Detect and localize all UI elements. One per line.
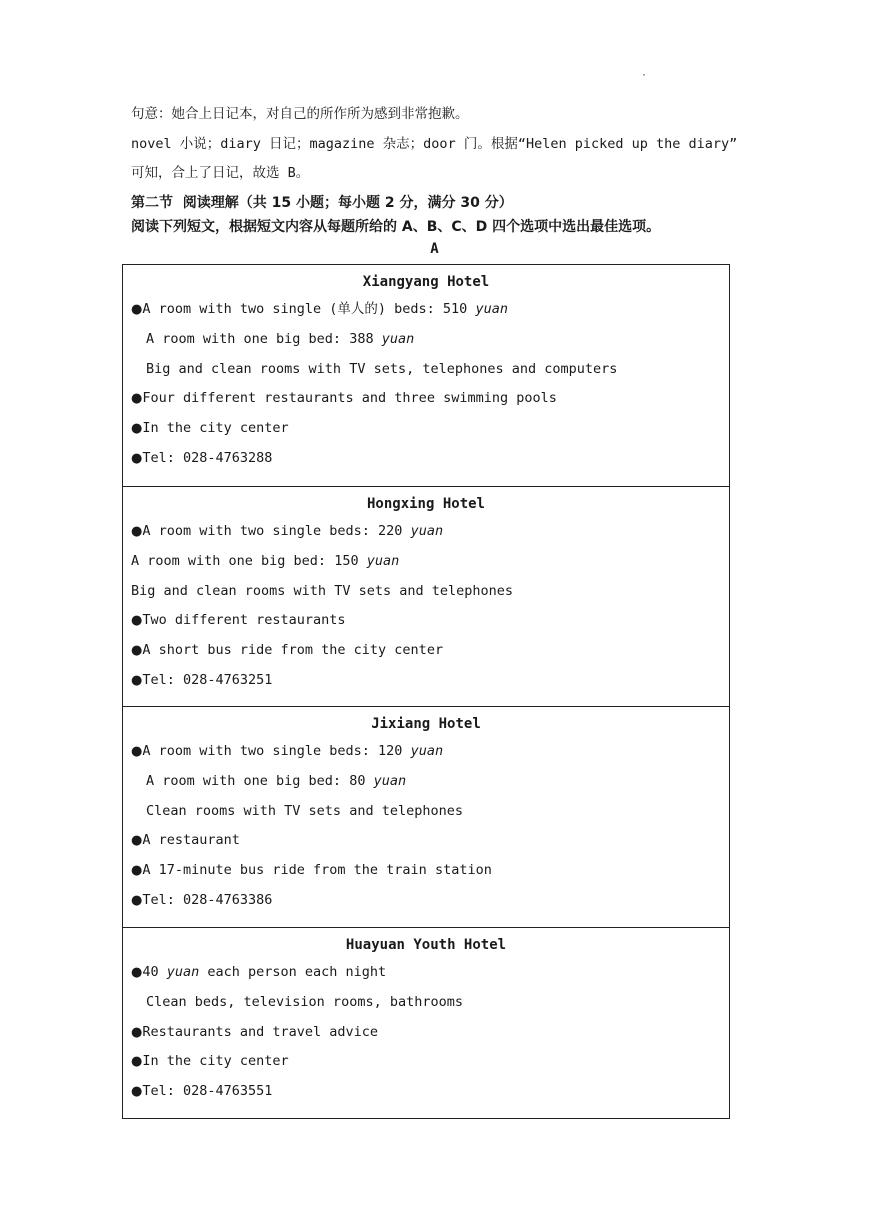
bullet-icon: ● [131,672,143,688]
hotel-detail-line [123,355,729,385]
detail-text: A room with one big bed: 388 [146,330,382,347]
bullet-icon: ● [131,744,143,759]
section-instruction: 阅读下列短文，根据短文内容从每题所给的 A、B、C、D 四个选项中选出最佳选项。 [131,219,661,235]
hotel-detail-line [123,444,729,474]
bullet-icon: ● [131,450,143,466]
passage-label: A [430,241,439,257]
currency-unit: yuan [373,772,407,789]
detail-text: A room with one big bed: 80 [146,772,374,789]
hotel-detail-line [123,517,729,547]
page-marker: · [641,70,648,81]
detail-text: A restaurant [142,832,240,849]
detail-text: Restaurants and travel advice [142,1023,379,1040]
detail-text: A room with two single beds: 220 [142,523,411,539]
hotel-detail-line [123,1077,729,1107]
hotel-detail-line [123,958,729,988]
explanation-line-3: 可知，合上了日记，故选 B。 [131,165,310,181]
detail-text: A short bus ride from the city center [142,642,444,659]
detail-text: Big and clean rooms with TV sets and telephones [131,582,514,599]
section-heading: 第二节 阅读理解（共 15 小题；每小题 2 分，满分 30 分） [131,195,513,211]
hotel-detail-line [123,295,729,325]
detail-text: Clean rooms with TV sets and telephones [146,802,463,819]
bullet-icon: ● [131,421,143,437]
hotel-name: Hongxing Hotel [366,496,485,512]
detail-text: Tel: 028-4763386 [142,891,273,908]
currency-unit: yuan [366,552,400,569]
hotel-detail-line [123,547,729,577]
detail-text: In the city center [142,420,289,437]
detail-text: Big and clean rooms with TV sets, telephones and computers [146,360,618,377]
hotel-detail-line [123,1018,729,1048]
currency-unit: yuan [475,301,508,317]
currency-unit: yuan [166,964,200,980]
bullet-icon: ● [131,892,143,908]
detail-text: 40 [142,964,167,980]
hotel-detail-line [123,767,729,797]
hotel-detail-line [123,826,729,856]
detail-text: In the city center [142,1053,289,1070]
bullet-icon: ● [131,965,143,980]
hotel-cell [123,487,729,707]
hotel-cell [123,707,729,928]
detail-text: A room with one big bed: 150 [131,552,367,569]
hotel-detail-line [123,856,729,886]
explanation-line-1: 句意：她合上日记本，对自己的所作所为感到非常抱歉。 [131,106,469,122]
currency-unit: yuan [381,330,415,347]
detail-text: Clean beds, television rooms, bathrooms [146,993,463,1010]
detail-text: A room with two single beds: 120 [142,743,411,759]
hotel-detail-line [123,636,729,666]
hotel-name: Xiangyang Hotel [362,274,490,290]
hotel-detail-line [123,606,729,636]
hotel-cell [123,928,729,1118]
detail-text: A 17-minute bus ride from the train station [142,862,492,879]
detail-text: A room with two single (单人的) beds: 510 [142,301,476,317]
currency-unit: yuan [410,743,444,759]
hotel-detail-line [123,988,729,1018]
bullet-icon: ● [131,524,143,539]
hotel-detail-line [123,737,729,767]
bullet-icon: ● [131,613,143,629]
hotel-detail-line [123,797,729,827]
hotel-detail-line [123,414,729,444]
bullet-icon: ● [131,302,143,317]
hotel-detail-line [123,666,729,696]
detail-text: Four different restaurants and three swimming pools [142,390,557,407]
detail-text: Tel: 028-4763551 [142,1083,273,1100]
hotel-detail-line [123,886,729,916]
hotel-detail-line [123,1047,729,1077]
bullet-icon: ● [131,1024,143,1040]
hotel-detail-line [123,577,729,607]
detail-text: Two different restaurants [142,612,346,629]
hotel-table [122,264,730,1119]
hotel-detail-line [123,384,729,414]
hotel-detail-line [123,325,729,355]
detail-text: Tel: 028-4763251 [142,671,273,688]
bullet-icon: ● [131,391,143,407]
hotel-name: Huayuan Youth Hotel [345,937,507,953]
detail-text-suffix: each person each night [199,964,387,980]
bullet-icon: ● [131,643,143,659]
bullet-icon: ● [131,1084,143,1100]
currency-unit: yuan [410,523,444,539]
hotel-name: Jixiang Hotel [371,716,481,732]
hotel-cell [123,265,729,487]
bullet-icon: ● [131,1054,143,1070]
explanation-line-2: novel 小说；diary 日记；magazine 杂志；door 门。根据“Helen picked up the diary” [131,136,738,152]
detail-text: Tel: 028-4763288 [142,449,273,466]
bullet-icon: ● [131,863,143,879]
bullet-icon: ● [131,833,143,849]
